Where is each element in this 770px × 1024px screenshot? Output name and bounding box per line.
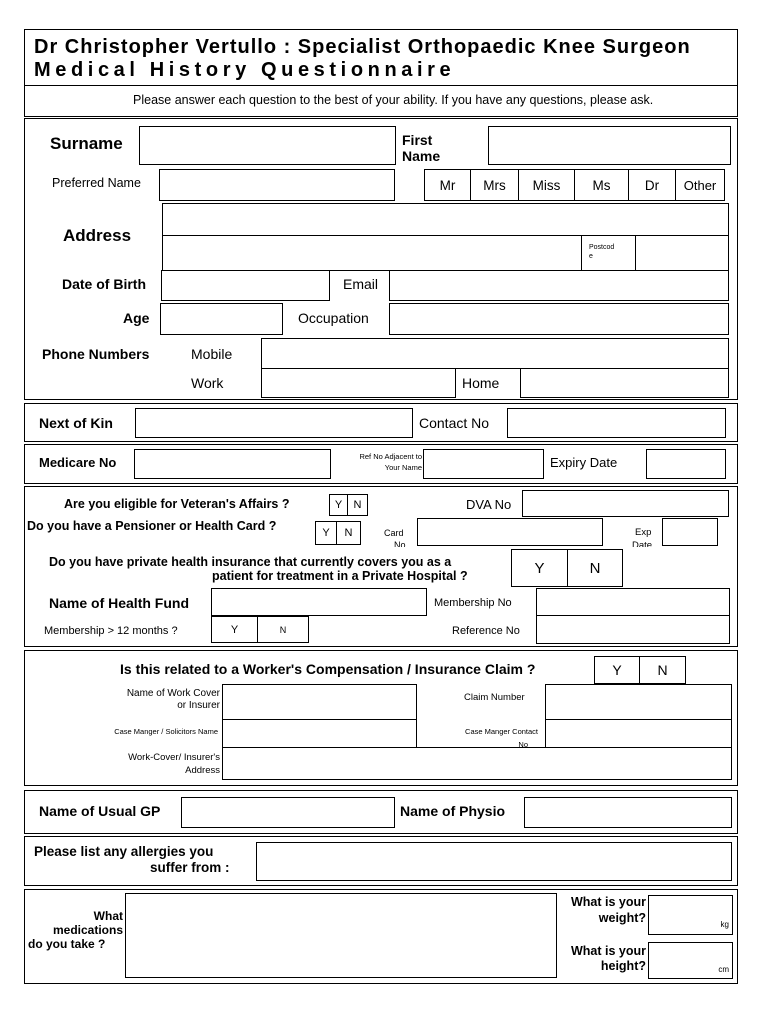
header-title-line1: Dr Christopher Vertullo : Specialist Orthopaedic Knee Surgeon <box>34 36 691 58</box>
medicare-no-label: Medicare No <box>39 455 117 470</box>
weight-unit: kg <box>720 920 729 930</box>
allergies-label-2: suffer from : <box>150 860 230 875</box>
title-option-label: Mr <box>439 177 456 193</box>
workers-comp-yes[interactable] <box>594 656 640 684</box>
surname-input[interactable] <box>139 126 396 165</box>
address-line2-input[interactable] <box>162 235 582 271</box>
title-option-label: Ms <box>592 177 611 193</box>
exp-date-label-1: Exp <box>635 527 652 538</box>
dob-input[interactable] <box>161 270 330 301</box>
preferred-name-input[interactable] <box>159 169 395 201</box>
title-option-label: Mrs <box>483 177 506 193</box>
membership-no-input[interactable] <box>536 588 730 616</box>
height-unit: cm <box>718 965 729 975</box>
medicare-ref-label-2: Your Name <box>384 463 422 472</box>
card-no-label-2: No <box>394 541 406 547</box>
physio-input[interactable] <box>524 797 732 828</box>
workers-comp-no[interactable] <box>639 656 686 684</box>
surname-label: Surname <box>50 134 123 153</box>
email-label: Email <box>343 276 379 292</box>
home-label: Home <box>462 375 500 391</box>
private-insurance-question-2: patient for treatment in a Private Hospital ? <box>212 569 468 583</box>
case-manager-name-input[interactable] <box>222 719 417 748</box>
work-label: Work <box>191 375 224 391</box>
private-insurance-yes[interactable] <box>511 549 568 587</box>
medicare-no-input[interactable] <box>134 449 331 479</box>
medications-label-3: do you take ? <box>28 937 106 951</box>
insurer-address-label-2: Address <box>185 765 220 776</box>
age-label: Age <box>123 310 150 326</box>
option-label: Y <box>322 527 330 539</box>
title-option-dr[interactable] <box>628 169 676 201</box>
medications-input[interactable] <box>125 893 557 978</box>
phone-numbers-label: Phone Numbers <box>42 346 150 362</box>
pensioner-yes[interactable] <box>315 521 337 545</box>
usual-gp-input[interactable] <box>181 797 395 828</box>
postcode-input[interactable] <box>635 235 729 271</box>
health-fund-input[interactable] <box>211 588 427 616</box>
insurer-address-label-1: Work-Cover/ Insurer's <box>128 752 220 763</box>
insurer-name-label-1: Name of Work Cover <box>126 688 220 699</box>
mobile-label: Mobile <box>191 346 233 362</box>
option-label: N <box>589 559 601 577</box>
case-manager-contact-input[interactable] <box>545 719 732 748</box>
contact-no-input[interactable] <box>507 408 726 438</box>
allergies-label-1: Please list any allergies you <box>34 844 214 859</box>
allergies-input[interactable] <box>256 842 732 881</box>
height-label-1: What is your <box>570 944 646 958</box>
health-fund-label: Name of Health Fund <box>49 595 190 611</box>
medications-label-2: medications <box>52 923 123 937</box>
pensioner-question: Do you have a Pensioner or Health Card ? <box>27 519 277 533</box>
title-option-miss[interactable] <box>518 169 575 201</box>
claim-number-input[interactable] <box>545 684 732 720</box>
postcode-label-1: Postcod <box>589 244 615 251</box>
mobile-input[interactable] <box>261 338 729 369</box>
weight-label-1: What is your <box>570 895 646 909</box>
insurer-name-input[interactable] <box>222 684 417 720</box>
veterans-yes[interactable] <box>329 494 348 516</box>
occupation-input[interactable] <box>389 303 729 335</box>
private-insurance-question-1: Do you have private health insurance that currently covers you as a <box>49 555 452 569</box>
option-label: Y <box>534 559 545 577</box>
preferred-name-label: Preferred Name <box>52 176 141 190</box>
header-instructions: Please answer each question to the best of your ability. If you have any questions, please ask. <box>133 93 654 107</box>
veterans-no[interactable] <box>347 494 368 516</box>
medicare-expiry-input[interactable] <box>646 449 726 479</box>
claim-number-label: Claim Number <box>464 692 525 703</box>
option-label: N <box>353 499 362 511</box>
membership-12-yes[interactable] <box>211 616 258 643</box>
email-input[interactable] <box>389 270 729 301</box>
exp-date-label-2: Date <box>632 541 653 547</box>
first-name-label-1: First <box>402 132 433 148</box>
header-divider <box>24 85 738 86</box>
dva-no-input[interactable] <box>522 490 729 517</box>
membership-12-months-label: Membership > 12 months ? <box>44 625 178 637</box>
first-name-input[interactable] <box>488 126 731 165</box>
insurer-address-input[interactable] <box>222 747 732 780</box>
physio-label: Name of Physio <box>400 803 506 819</box>
address-line1-input[interactable] <box>162 203 729 236</box>
option-label: N <box>657 662 668 678</box>
option-label: N <box>279 624 287 635</box>
title-option-mr[interactable] <box>424 169 471 201</box>
medicare-ref-label-1: Ref No Adjacent to <box>359 452 422 461</box>
veterans-question: Are you eligible for Veteran's Affairs ? <box>64 497 290 511</box>
pensioner-no[interactable] <box>336 521 361 545</box>
postcode-label-2: e <box>589 253 593 260</box>
insurer-name-label-2: or Insurer <box>177 700 220 711</box>
dob-label: Date of Birth <box>62 276 146 292</box>
height-label-2: height? <box>600 959 646 973</box>
reference-no-input[interactable] <box>536 615 730 644</box>
title-option-other[interactable] <box>675 169 725 201</box>
title-option-label: Dr <box>644 177 660 193</box>
title-option-label: Other <box>683 177 717 193</box>
membership-12-no[interactable] <box>257 616 309 643</box>
option-label: Y <box>230 623 239 636</box>
height-input[interactable] <box>648 942 733 979</box>
medications-label-1: What <box>93 909 123 923</box>
private-insurance-no[interactable] <box>567 549 623 587</box>
case-manager-contact-label-1: Case Manger Contact <box>465 727 538 736</box>
option-label: Y <box>612 662 622 678</box>
next-of-kin-input[interactable] <box>135 408 413 438</box>
workers-comp-question: Is this related to a Worker's Compensation / Insurance Claim ? <box>120 661 536 677</box>
case-manager-contact-label-2: No <box>518 741 528 747</box>
expiry-date-label: Expiry Date <box>550 455 618 470</box>
occupation-label: Occupation <box>298 310 369 326</box>
card-no-label-1: Card <box>384 528 404 538</box>
option-label: Y <box>334 499 343 511</box>
weight-label-2: weight? <box>598 911 646 925</box>
membership-no-label: Membership No <box>434 597 512 609</box>
case-manager-name-label: Case Manger / Solicitors Name <box>114 727 218 736</box>
age-input[interactable] <box>160 303 283 335</box>
option-label: N <box>344 527 353 539</box>
contact-no-label: Contact No <box>419 415 490 431</box>
reference-no-label: Reference No <box>452 625 520 637</box>
medicare-ref-input[interactable] <box>423 449 544 479</box>
home-phone-input[interactable] <box>520 368 729 398</box>
card-no-input[interactable] <box>417 518 603 546</box>
address-label: Address <box>63 226 132 245</box>
header-title-line2: Medical History Questionnaire <box>34 59 456 81</box>
title-option-mrs[interactable] <box>470 169 519 201</box>
work-phone-input[interactable] <box>261 368 456 398</box>
first-name-label-2: Name <box>402 148 441 164</box>
next-of-kin-label: Next of Kin <box>39 415 113 431</box>
card-exp-date-input[interactable] <box>662 518 718 546</box>
dva-no-label: DVA No <box>466 497 512 512</box>
weight-input[interactable] <box>648 895 733 935</box>
title-option-ms[interactable] <box>574 169 629 201</box>
title-option-label: Miss <box>532 177 561 193</box>
usual-gp-label: Name of Usual GP <box>39 803 161 819</box>
